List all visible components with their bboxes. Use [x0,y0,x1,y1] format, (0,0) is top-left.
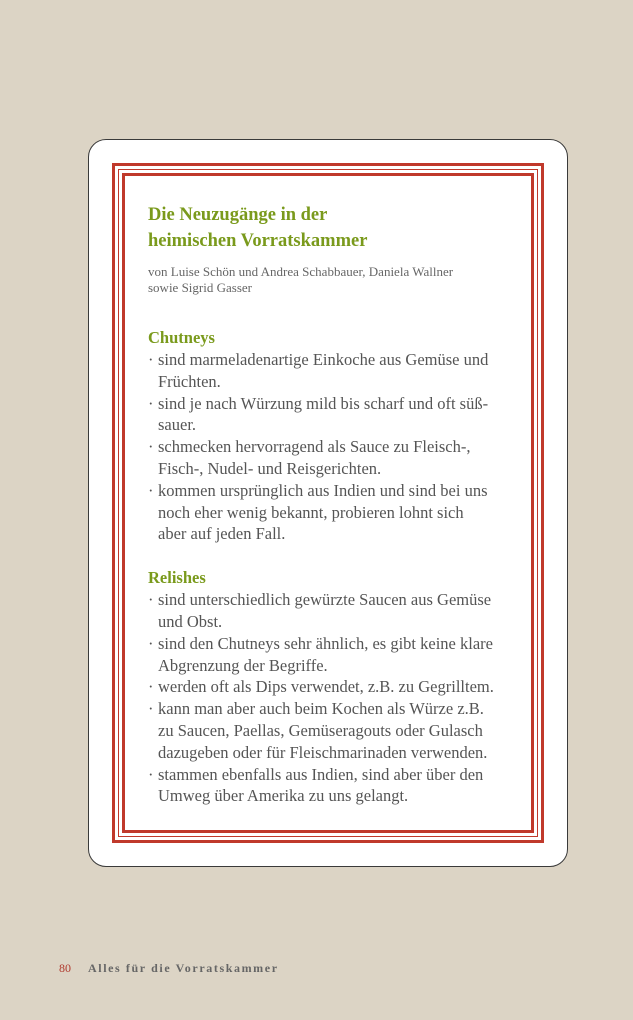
bullet-dot: · [148,677,154,697]
list-item-line: noch eher wenig bekannt, probieren lohnt sich [158,502,464,522]
list-item-line: sind unterschiedlich gewürzte Saucen aus Gemüse [158,590,492,610]
list-item-line: sauer. [158,415,197,435]
bullet-dot: · [148,590,154,610]
list-item [148,676,520,698]
card-title-line1: Die Neuzugänge in der [148,205,328,225]
page-number: 80 [59,961,71,975]
list-item-line: Fisch-, Nudel- und Reisgerichten. [158,458,382,478]
list-item-line: dazugeben oder für Fleischmarinaden verwenden. [158,742,488,762]
list-item [148,393,520,437]
list-item [148,698,520,763]
bullet-dot: · [148,350,154,369]
section-heading-relishes: Relishes [148,568,206,588]
bullet-dot: · [148,764,154,784]
card-title-line2: heimischen Vorratskammer [148,231,368,251]
authors-line2: sowie Sigrid Gasser [148,280,252,295]
list-item-line: stammen ebenfalls aus Indien, sind aber über den [158,764,484,784]
list-item [148,633,520,677]
list-item-line: Umweg über Amerika zu uns gelangt. [158,786,409,806]
list-item-line: schmecken hervorragend als Sauce zu Fleisch-, [158,437,471,457]
list-item-line: Abgrenzung der Begriffe. [158,655,328,675]
list-item [148,589,520,633]
list-item-line: kann man aber auch beim Kochen als Würze z.B. [158,699,484,719]
list-item-line: sind marmeladenartige Einkoche aus Gemüse und [158,350,489,369]
list-item-line: Früchten. [158,371,221,391]
bullet-dot: · [148,437,154,457]
running-title: Alles für die Vorratskammer [88,961,279,975]
page-footer [59,960,279,976]
info-card [88,139,568,867]
list-item-line: aber auf jeden Fall. [158,524,286,544]
authors [148,264,520,296]
card-content [148,202,520,807]
relishes-list [148,589,520,807]
list-item [148,436,520,480]
section-heading-chutneys: Chutneys [148,328,215,347]
authors-line1: von Luise Schön und Andrea Schabbauer, Daniela Wallner [148,264,454,279]
bullet-dot: · [148,480,154,500]
list-item [148,764,520,808]
list-item-line: werden oft als Dips verwendet, z.B. zu Gegrilltem. [158,677,494,697]
bullet-dot: · [148,699,154,719]
list-item [148,480,520,545]
list-item [148,349,520,393]
chutneys-list [148,349,520,545]
list-item-line: und Obst. [158,611,223,631]
list-item-line: sind den Chutneys sehr ähnlich, es gibt keine klare [158,633,493,653]
section-chutneys [148,327,520,545]
list-item-line: zu Saucen, Paellas, Gemüseragouts oder Gulasch [158,720,483,740]
list-item-line: kommen ursprünglich aus Indien und sind bei uns [158,480,488,500]
card-title [148,202,520,254]
bullet-dot: · [148,393,154,413]
list-item-line: sind je nach Würzung mild bis scharf und oft süß- [158,393,489,413]
bullet-dot: · [148,633,154,653]
section-relishes [148,567,520,807]
